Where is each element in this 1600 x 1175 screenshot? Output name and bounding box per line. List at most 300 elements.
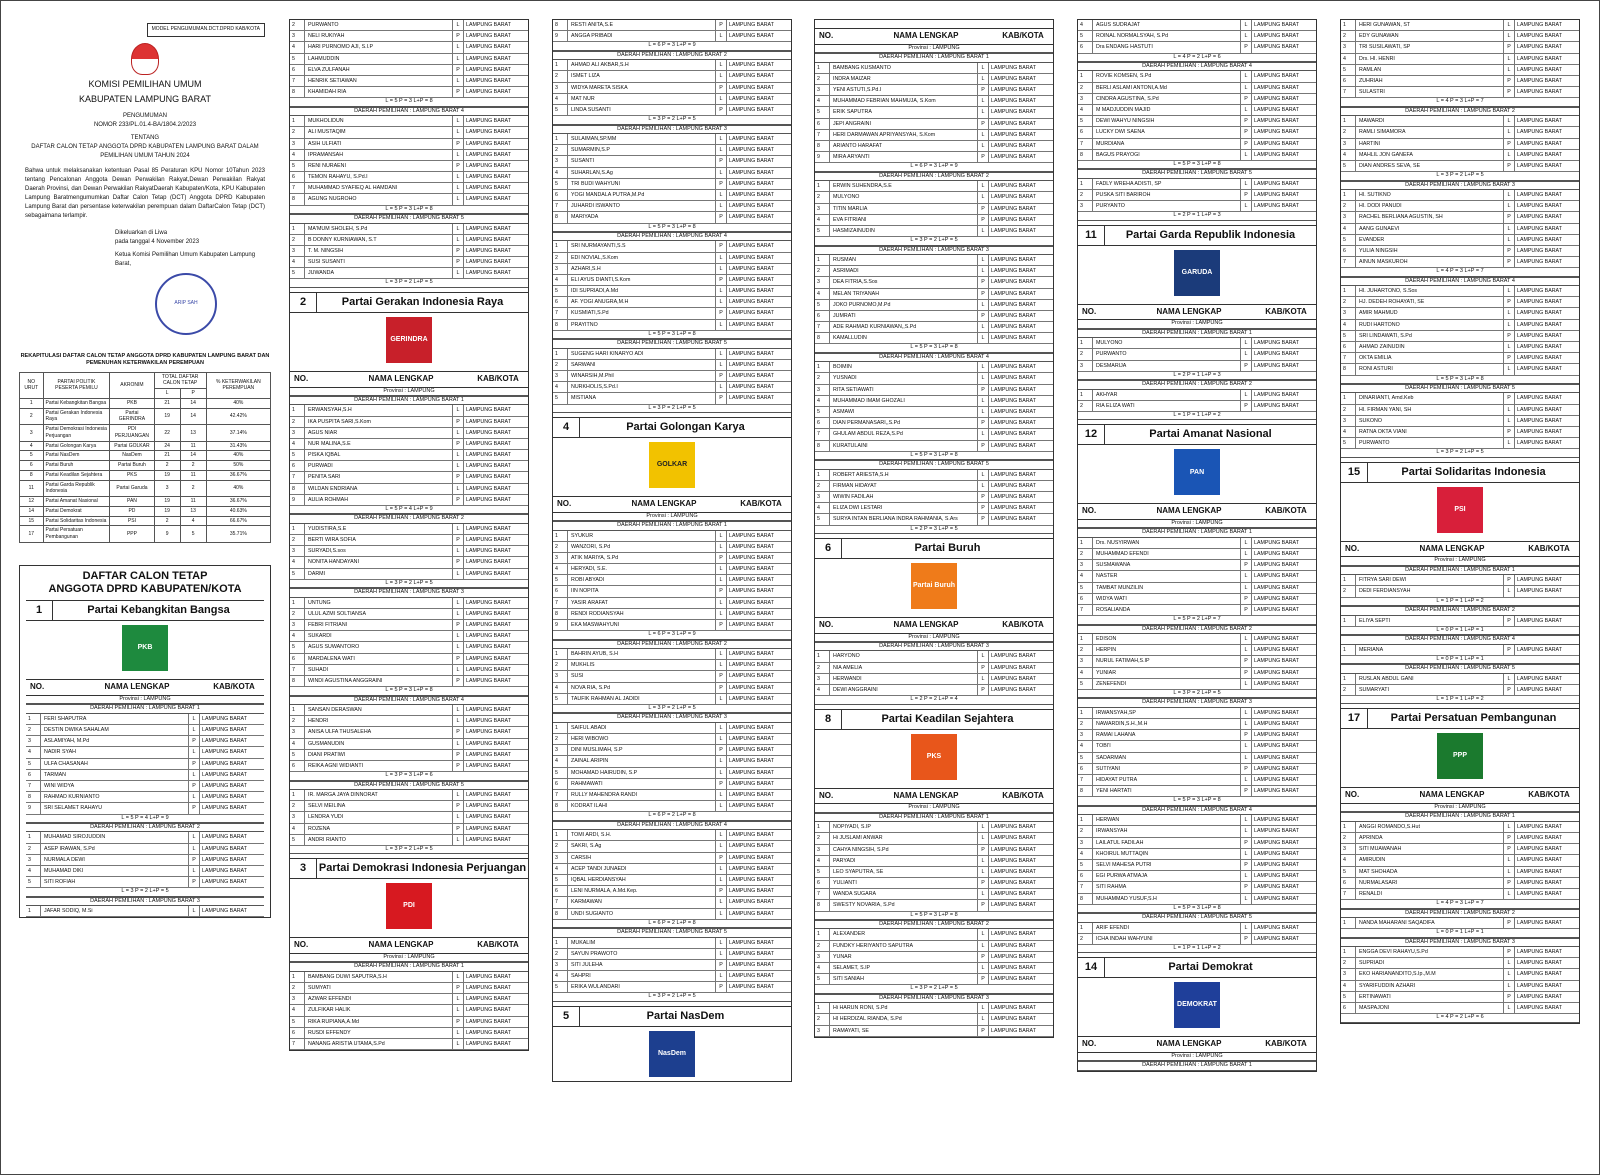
- candidate-regency: LAMPUNG BARAT: [1517, 321, 1562, 328]
- candidate-name: AGUNG NUGROHO: [305, 194, 453, 204]
- candidate-name: AGUS NIAR: [305, 428, 453, 438]
- candidate-gender: L: [1241, 83, 1252, 93]
- candidate-number: 5: [290, 161, 305, 171]
- candidate-name: MUKHOLIDUN: [305, 116, 453, 126]
- candidate-gender: P: [453, 65, 464, 75]
- candidate-name: EDI NOVIAL,S.Kom: [568, 253, 716, 263]
- candidate-row: [1341, 645, 1579, 656]
- candidate-number: 3: [815, 674, 830, 684]
- candidate-name: KURATULAINI: [830, 441, 978, 451]
- candidate-gender: P: [1504, 616, 1515, 626]
- candidate-number: 3: [1078, 730, 1093, 740]
- candidate-row: [815, 311, 1053, 322]
- candidate-name: AF. YOGI ANUGRA,M.H: [568, 297, 716, 307]
- candidate-number: 1: [1078, 338, 1093, 348]
- candidate-name: M MADJUDDIN MAJID: [1093, 105, 1241, 115]
- candidate-number: 1: [1341, 20, 1356, 30]
- candidate-gender: P: [716, 853, 727, 863]
- candidate-row: [290, 716, 528, 727]
- recap-cell: Partai GERINDRA: [110, 408, 154, 425]
- candidate-number: 1: [1078, 634, 1093, 644]
- candidate-number: 5: [1341, 65, 1356, 75]
- candidate-gender: L: [1241, 31, 1252, 41]
- electoral-district-title: DAERAH PEMILIHAN : LAMPUNG BARAT 3: [815, 246, 1053, 255]
- candidate-row: [815, 204, 1053, 215]
- district-summary: L = 3 P = 2 L+P = 5: [1341, 449, 1579, 457]
- candidate-name: LENI NURMALA, A.Md.Kep.: [568, 886, 716, 896]
- table-header: [1078, 1036, 1316, 1053]
- candidate-name: WINDI AGUSTINA ANGGRAINI: [305, 676, 453, 686]
- candidate-gender: L: [453, 224, 464, 234]
- candidate-regency: LAMPUNG BARAT: [1517, 1004, 1562, 1011]
- candidate-row: [553, 683, 791, 694]
- candidate-name: ZULFIKAR HALIK: [305, 1005, 453, 1015]
- candidate-gender: L: [716, 694, 727, 704]
- electoral-district-title: DAERAH PEMILIHAN : LAMPUNG BARAT 5: [1078, 169, 1316, 178]
- candidate-gender: P: [978, 311, 989, 321]
- candidate-name: HERI DARMAWAN APRIYANSYAH, S.Kom: [830, 130, 978, 140]
- electoral-district-title: DAERAH PEMILIHAN : LAMPUNG BARAT 1: [26, 704, 264, 713]
- candidate-gender: L: [1241, 150, 1252, 160]
- official-stamp-icon: [155, 273, 217, 335]
- candidate-row: [553, 575, 791, 586]
- candidate-regency: LAMPUNG BARAT: [1254, 362, 1299, 369]
- candidate-number: 2: [1341, 201, 1356, 211]
- candidate-regency: LAMPUNG BARAT: [1517, 971, 1562, 978]
- candidate-gender: L: [716, 168, 727, 178]
- candidate-number: 7: [290, 183, 305, 193]
- candidate-gender: L: [1241, 708, 1252, 718]
- candidate-name: ERTINAWATI: [1356, 992, 1504, 1002]
- candidate-number: 2: [553, 145, 568, 155]
- candidate-name: YULIA NINGSIH: [1356, 246, 1504, 256]
- candidate-row: [290, 812, 528, 823]
- candidate-regency: LAMPUNG BARAT: [729, 203, 774, 210]
- issued-place: Dikeluarkan di Liwa: [115, 229, 168, 236]
- candidate-row: [290, 524, 528, 535]
- candidate-gender: L: [978, 322, 989, 332]
- candidate-name: SARWANI: [568, 360, 716, 370]
- candidate-row: [553, 241, 791, 252]
- candidate-row: [815, 674, 1053, 685]
- district-summary: L = 1 P = 1 L+P = 2: [1078, 945, 1316, 953]
- candidate-name: HARYONO: [830, 651, 978, 661]
- candidate-regency: LAMPUNG BARAT: [991, 675, 1036, 682]
- candidate-row: [1341, 364, 1579, 375]
- candidate-row: [553, 971, 791, 982]
- district-summary: L = 5 P = 2 L+P = 7: [1078, 616, 1316, 624]
- candidate-row: [553, 542, 791, 553]
- candidate-name: SUTIYANI: [1093, 764, 1241, 774]
- electoral-district-title: DAERAH PEMILIHAN : LAMPUNG BARAT 3: [553, 125, 791, 134]
- candidate-regency: LAMPUNG BARAT: [1254, 118, 1299, 125]
- party-name: Partai Persatuan Pembangunan: [1390, 712, 1557, 725]
- candidate-name: ROZENA: [305, 824, 453, 834]
- candidate-row: [553, 105, 791, 116]
- candidate-number: 6: [1341, 76, 1356, 86]
- column-header-name: NAMA LENGKAP: [1156, 506, 1222, 516]
- candidate-gender: L: [189, 832, 200, 842]
- candidate-number: 5: [1078, 860, 1093, 870]
- candidate-row: [1078, 201, 1316, 212]
- province-label: Provinsi : LAMPUNG: [290, 388, 528, 396]
- candidate-regency: LAMPUNG BARAT: [729, 395, 774, 402]
- candidate-name: ERWANSYAH,S.H: [305, 405, 453, 415]
- candidate-gender: P: [453, 620, 464, 630]
- candidate-name: LAHMUDDIN: [305, 54, 453, 64]
- recap-cell: 5: [180, 526, 206, 543]
- column-header-no: NO.: [1082, 1039, 1097, 1049]
- candidate-name: NURMALASARI: [1356, 878, 1504, 888]
- candidate-name: ROVIE KOMSEN, S.Pd: [1093, 71, 1241, 81]
- candidate-gender: L: [1504, 969, 1515, 979]
- candidate-row: [815, 503, 1053, 514]
- electoral-district-title: DAERAH PEMILIHAN : LAMPUNG BARAT 5: [553, 339, 791, 348]
- candidate-gender: L: [1504, 286, 1515, 296]
- candidate-regency: LAMPUNG BARAT: [729, 684, 774, 691]
- candidate-gender: P: [1504, 42, 1515, 52]
- candidate-name: NURMALA DEWI: [41, 855, 189, 865]
- candidate-gender: L: [716, 60, 727, 70]
- candidate-regency: LAMPUNG BARAT: [991, 64, 1036, 71]
- candidate-gender: L: [978, 74, 989, 84]
- candidate-number: 5: [553, 179, 568, 189]
- district-summary: L = 3 P = 2 L+P = 5: [290, 580, 528, 588]
- candidate-number: 3: [290, 546, 305, 556]
- column-header-name: NAMA LENGKAP: [1156, 1039, 1222, 1049]
- candidate-regency: LAMPUNG BARAT: [466, 1018, 511, 1025]
- candidate-gender: L: [716, 320, 727, 330]
- candidate-row: [553, 790, 791, 801]
- candidate-row: [553, 20, 791, 31]
- column-header-no: NO.: [557, 498, 572, 508]
- candidate-gender: L: [189, 714, 200, 724]
- recap-row: [20, 470, 271, 480]
- candidate-row: [290, 750, 528, 761]
- candidate-regency: LAMPUNG BARAT: [729, 321, 774, 328]
- candidate-name: Hi JUSLAMI ANWAR: [830, 833, 978, 843]
- candidate-number: 2: [1341, 685, 1356, 695]
- candidate-regency: LAMPUNG BARAT: [202, 771, 247, 778]
- candidate-name: HI. SUTIKNO: [1356, 190, 1504, 200]
- candidate-gender: P: [1504, 918, 1515, 928]
- candidate-name: HERYADI, S.E.: [568, 564, 716, 574]
- candidate-name: NOPIYADI, S.IP: [830, 822, 978, 832]
- candidate-gender: L: [978, 651, 989, 661]
- candidate-name: SITI MUAWANAH: [1356, 844, 1504, 854]
- candidate-name: SUSI: [568, 671, 716, 681]
- candidate-regency: LAMPUNG BARAT: [202, 738, 247, 745]
- candidate-regency: LAMPUNG BARAT: [466, 525, 511, 532]
- recap-cell: Partai GOLKAR: [110, 441, 154, 451]
- candidate-name: JAFAR SODIQ, M.Si: [41, 906, 189, 916]
- candidate-gender: L: [453, 183, 464, 193]
- candidate-row: [1078, 190, 1316, 201]
- candidate-name: SYUKUR: [568, 531, 716, 541]
- recap-cell: 3: [154, 480, 180, 497]
- candidate-number: 6: [1341, 246, 1356, 256]
- candidate-gender: L: [1241, 179, 1252, 189]
- candidate-regency: LAMPUNG BARAT: [1517, 151, 1562, 158]
- candidate-name: PURWADI: [305, 461, 453, 471]
- candidate-number: 5: [1078, 753, 1093, 763]
- candidate-regency: LAMPUNG BARAT: [466, 259, 511, 266]
- candidate-gender: P: [1504, 947, 1515, 957]
- candidate-number: 2: [26, 844, 41, 854]
- candidate-row: [1341, 844, 1579, 855]
- candidate-row: [553, 60, 791, 71]
- candidate-number: 8: [553, 320, 568, 330]
- party-header: [553, 1006, 791, 1027]
- candidate-name: NIA AMELIA: [830, 663, 978, 673]
- candidate-regency: LAMPUNG BARAT: [729, 33, 774, 40]
- candidate-number: 1: [815, 929, 830, 939]
- candidate-gender: P: [453, 246, 464, 256]
- candidate-name: PURWANTO: [1356, 438, 1504, 448]
- candidate-gender: L: [453, 835, 464, 845]
- candidate-number: 2: [290, 983, 305, 993]
- candidate-number: 3: [290, 727, 305, 737]
- candidate-gender: P: [716, 683, 727, 693]
- party-header: [290, 858, 528, 879]
- candidate-name: BOIMIN: [830, 362, 978, 372]
- electoral-district-title: DAERAH PEMILIHAN : LAMPUNG BARAT 4: [815, 353, 1053, 362]
- candidate-row: [290, 801, 528, 812]
- candidate-name: SYARIFUDDIN AZHARI: [1356, 981, 1504, 991]
- candidate-gender: P: [716, 371, 727, 381]
- candidate-regency: LAMPUNG BARAT: [1517, 879, 1562, 886]
- candidate-number: 2: [815, 663, 830, 673]
- candidate-gender: P: [978, 663, 989, 673]
- candidate-gender: L: [1504, 1003, 1515, 1013]
- candidate-name: ERIK SAPUTRA: [830, 107, 978, 117]
- candidate-name: JUHARDI ISWANTO: [568, 201, 716, 211]
- party-logo-icon: GARUDA: [1174, 250, 1220, 296]
- candidate-name: YUSNADI: [830, 373, 978, 383]
- candidate-name: SRI SELAMET RAHAYU: [41, 803, 189, 813]
- candidate-regency: LAMPUNG BARAT: [466, 33, 511, 40]
- candidate-regency: LAMPUNG BARAT: [1254, 391, 1299, 398]
- recap-row: [20, 408, 271, 425]
- candidate-name: SUKARDI: [305, 631, 453, 641]
- candidate-number: 8: [290, 194, 305, 204]
- candidate-gender: L: [978, 192, 989, 202]
- candidate-row: [815, 373, 1053, 384]
- table-header: [815, 788, 1053, 805]
- candidate-regency: LAMPUNG BARAT: [466, 1007, 511, 1014]
- candidate-gender: L: [453, 524, 464, 534]
- candidate-gender: L: [716, 349, 727, 359]
- candidate-row: [815, 130, 1053, 141]
- party-name: Partai Golongan Karya: [626, 421, 745, 434]
- candidate-row: [1341, 393, 1579, 404]
- recap-cell: 35.71%: [206, 526, 270, 543]
- candidate-name: SUKONO: [1356, 416, 1504, 426]
- candidate-name: NURKHOLIS,S.Pd.I: [568, 382, 716, 392]
- candidate-number: 2: [1078, 190, 1093, 200]
- candidate-gender: L: [716, 875, 727, 885]
- candidate-name: RAMLI SIMAMORA: [1356, 127, 1504, 137]
- candidate-name: SAHPRI: [568, 971, 716, 981]
- candidate-regency: LAMPUNG BARAT: [1517, 89, 1562, 96]
- candidate-number: 3: [1078, 201, 1093, 211]
- candidate-row: [553, 31, 791, 42]
- candidate-name: KHOIRUL MUTTAQIN: [1093, 849, 1241, 859]
- candidate-gender: L: [189, 747, 200, 757]
- candidate-name: EVANDER: [1356, 235, 1504, 245]
- candidate-row: [815, 96, 1053, 107]
- recap-cell: 21: [154, 398, 180, 408]
- candidate-number: 6: [290, 1028, 305, 1038]
- candidate-number: 7: [815, 429, 830, 439]
- recap-cell: 11: [180, 441, 206, 451]
- candidate-regency: LAMPUNG BARAT: [202, 856, 247, 863]
- candidate-row: [1341, 161, 1579, 172]
- candidate-name: KARMAWAN: [568, 897, 716, 907]
- candidate-regency: LAMPUNG BARAT: [729, 961, 774, 968]
- candidate-name: B DONNY KURNIAWAN, S.T: [305, 235, 453, 245]
- candidate-row: [1078, 934, 1316, 945]
- candidate-regency: LAMPUNG BARAT: [729, 62, 774, 69]
- candidate-row: [815, 119, 1053, 130]
- candidate-number: 6: [1341, 878, 1356, 888]
- candidate-gender: L: [716, 134, 727, 144]
- dct-subtitle: ANGGOTA DPRD KABUPATEN/KOTA: [48, 583, 242, 596]
- table-header: [815, 28, 1053, 45]
- recap-cell: 14: [180, 408, 206, 425]
- candidate-gender: L: [716, 564, 727, 574]
- district-summary: L = 3 P = 3 L+P = 6: [290, 772, 528, 780]
- candidate-regency: LAMPUNG BARAT: [729, 854, 774, 861]
- candidate-regency: LAMPUNG BARAT: [991, 142, 1036, 149]
- candidate-number: 1: [815, 651, 830, 661]
- candidate-regency: LAMPUNG BARAT: [729, 724, 774, 731]
- candidate-regency: LAMPUNG BARAT: [1517, 890, 1562, 897]
- candidate-gender: L: [716, 286, 727, 296]
- candidate-row: [1078, 894, 1316, 905]
- party-logo-icon: PAN: [1174, 449, 1220, 495]
- candidate-gender: P: [716, 745, 727, 755]
- candidate-gender: L: [453, 484, 464, 494]
- candidate-gender: L: [453, 705, 464, 715]
- district-summary: L = 4 P = 2 L+P = 6: [1078, 54, 1316, 62]
- candidate-gender: P: [1504, 76, 1515, 86]
- party-name: Partai Amanat Nasional: [1149, 428, 1272, 441]
- candidate-regency: LAMPUNG BARAT: [1254, 351, 1299, 358]
- candidate-number: 2: [1078, 83, 1093, 93]
- column-header-kab: KAB/KOTA: [1528, 790, 1570, 800]
- candidate-name: TARMAN: [41, 770, 189, 780]
- candidate-number: 2: [1078, 349, 1093, 359]
- candidate-number: 7: [553, 598, 568, 608]
- candidate-name: ELIZA DWI LESTARI: [830, 503, 978, 513]
- candidate-gender: L: [716, 841, 727, 851]
- candidate-row: [290, 472, 528, 483]
- candidate-name: MUHAMAD SIROJUDDIN: [41, 832, 189, 842]
- recap-cell: Partai Keadilan Sejahtera: [43, 470, 110, 480]
- candidate-number: 3: [815, 85, 830, 95]
- candidate-name: SADARMAN: [1093, 753, 1241, 763]
- candidate-gender: L: [453, 569, 464, 579]
- candidate-number: 1: [1078, 708, 1093, 718]
- candidate-regency: LAMPUNG BARAT: [1517, 247, 1562, 254]
- district-summary: L = 3 P = 2 L+P = 5: [553, 405, 791, 413]
- candidate-name: SELAMET, S.IP: [830, 963, 978, 973]
- candidate-number: 3: [1078, 838, 1093, 848]
- candidate-gender: L: [978, 856, 989, 866]
- candidate-number: 6: [1078, 594, 1093, 604]
- candidate-row: [1341, 54, 1579, 65]
- recap-cell: 14: [20, 506, 44, 516]
- candidate-regency: LAMPUNG BARAT: [1517, 823, 1562, 830]
- candidate-row: [553, 83, 791, 94]
- candidate-name: ROBERT ARIESTA,S.H: [830, 470, 978, 480]
- candidate-gender: P: [1241, 127, 1252, 137]
- candidate-number: 1: [1341, 947, 1356, 957]
- party-name: Partai Garda Republik Indonesia: [1125, 228, 1296, 241]
- candidate-gender: L: [1241, 349, 1252, 359]
- district-summary: L = 5 P = 3 L+P = 8: [815, 344, 1053, 352]
- candidate-regency: LAMPUNG BARAT: [729, 622, 774, 629]
- recap-cell: 8: [20, 470, 44, 480]
- candidate-row: [815, 396, 1053, 407]
- candidate-regency: LAMPUNG BARAT: [1254, 754, 1299, 761]
- district-summary: L = 3 P = 2 L+P = 5: [1341, 172, 1579, 180]
- candidate-row: [553, 864, 791, 875]
- candidate-row: [1341, 201, 1579, 212]
- candidate-name: JUWANDA: [305, 268, 453, 278]
- candidate-number: 8: [1341, 364, 1356, 374]
- candidate-row: [290, 705, 528, 716]
- candidate-number: 7: [26, 781, 41, 791]
- candidate-number: 3: [1341, 969, 1356, 979]
- district-summary: L = 6 P = 2 L+P = 8: [553, 920, 791, 928]
- candidate-regency: LAMPUNG BARAT: [202, 908, 247, 915]
- recap-cell: Partai Buruh: [110, 461, 154, 471]
- candidate-name: REIKA AGNI WIDIANTI: [305, 761, 453, 771]
- candidate-name: AINUN MASKUROH: [1356, 257, 1504, 267]
- candidate-row: [26, 803, 264, 814]
- candidate-gender: L: [453, 54, 464, 64]
- candidate-row: [290, 65, 528, 76]
- candidate-row: [553, 371, 791, 382]
- candidate-name: DESTIN DWIKA SAHALAM: [41, 725, 189, 735]
- candidate-number: 3: [815, 277, 830, 287]
- candidate-regency: LAMPUNG BARAT: [1254, 721, 1299, 728]
- candidate-number: 1: [553, 723, 568, 733]
- candidate-gender: P: [978, 215, 989, 225]
- candidate-regency: LAMPUNG BARAT: [729, 736, 774, 743]
- candidate-regency: LAMPUNG BARAT: [1517, 203, 1562, 210]
- candidate-gender: L: [453, 150, 464, 160]
- candidate-regency: LAMPUNG BARAT: [202, 782, 247, 789]
- candidate-name: MAT NUR: [568, 94, 716, 104]
- candidate-number: 4: [26, 866, 41, 876]
- candidate-name: MARDALENA WATI: [305, 654, 453, 664]
- candidate-number: 5: [1078, 679, 1093, 689]
- candidate-name: ZENEFENDI: [1093, 679, 1241, 689]
- candidate-name: SRI NURMAYANTI,S.S: [568, 241, 716, 251]
- candidate-name: HI. FIRMAN YANI, SH: [1356, 405, 1504, 415]
- candidate-gender: L: [1504, 116, 1515, 126]
- candidate-name: ASLAMIYAH, M.Pd: [41, 736, 189, 746]
- candidate-row: [553, 179, 791, 190]
- candidate-gender: P: [1241, 116, 1252, 126]
- candidate-name: DEA FITRIA,S.Sos: [830, 277, 978, 287]
- candidate-name: HIDAYAT PUTRA: [1093, 775, 1241, 785]
- party-block-1: [26, 600, 264, 917]
- candidate-gender: P: [978, 152, 989, 162]
